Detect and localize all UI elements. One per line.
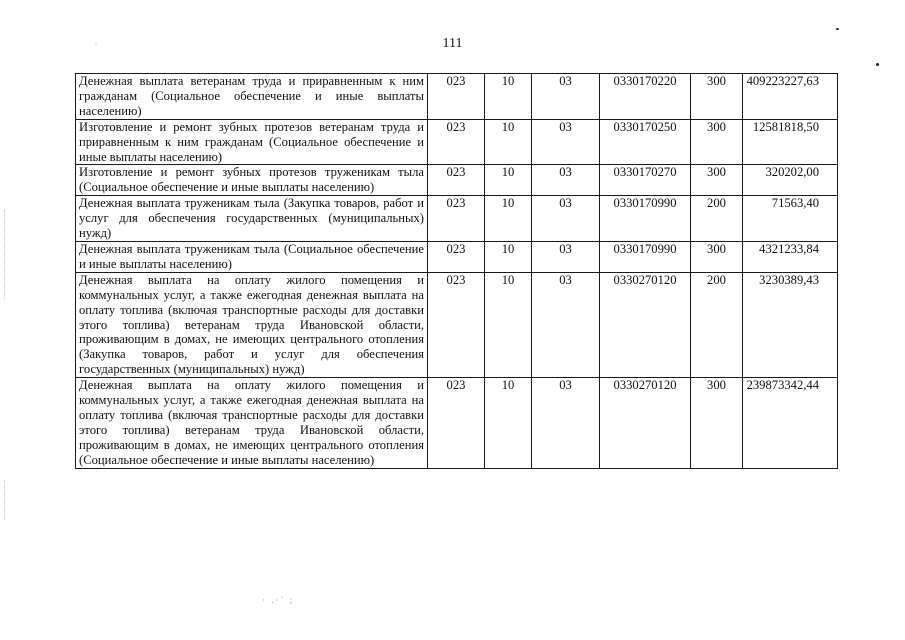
- ministry-code: 023: [428, 272, 485, 377]
- amount-value: 12581818,50: [743, 119, 838, 165]
- row-description: Денежная выплата ветеранам труда и приравненным к ним гражданам (Социальное обеспечение и иные выплаты населению): [76, 74, 428, 120]
- target-article-code: 0330270120: [600, 272, 691, 377]
- ministry-code: 023: [428, 119, 485, 165]
- expense-type-code: 300: [691, 74, 743, 120]
- amount-value: 71563,40: [743, 196, 838, 242]
- amount-value: 239873342,44: [743, 378, 838, 468]
- row-description: Изготовление и ремонт зубных протезов ветеранам труда и приравненным к ним гражданам (Социальное обеспечение и иные выплаты населению): [76, 119, 428, 165]
- target-article-code: 0330170220: [600, 74, 691, 120]
- section-code: 10: [485, 272, 532, 377]
- row-description: Изготовление и ремонт зубных протезов труженикам тыла (Социальное обеспечение и иные выплаты населению): [76, 165, 428, 196]
- table-row: [76, 196, 838, 242]
- budget-table-body: [76, 74, 838, 469]
- scan-speck: [876, 63, 879, 66]
- row-description: Денежная выплата на оплату жилого помещения и коммунальных услуг, а также ежегодная денежная выплата на оплату топлива (включая транспортные расходы для доставки этого топлива) ветеранам труда Ивановской области, проживающим в домах, не имеющих центрального отопления (Закупка товаров, работ и услуг для обеспечения государственных (муниципальных) нужд): [76, 272, 428, 377]
- row-description: Денежная выплата труженикам тыла (Закупка товаров, работ и услуг для обеспечения государственных (муниципальных) нужд): [76, 196, 428, 242]
- scan-speck: [836, 28, 839, 30]
- subsection-code: 03: [532, 241, 600, 272]
- row-description: Денежная выплата на оплату жилого помещения и коммунальных услуг, а также ежегодная денежная выплата на оплату топлива (включая транспортные расходы для доставки этого топлива) ветеранам труда Ивановской области, проживающим в домах, не имеющих центрального отопления (Социальное обеспечение и иные выплаты населению): [76, 378, 428, 468]
- subsection-code: 03: [532, 165, 600, 196]
- expense-type-code: 200: [691, 272, 743, 377]
- table-row: [76, 165, 838, 196]
- ministry-code: 023: [428, 74, 485, 120]
- section-code: 10: [485, 241, 532, 272]
- scan-edge-marks: [4, 210, 6, 300]
- table-row: [76, 74, 838, 120]
- amount-value: 3230389,43: [743, 272, 838, 377]
- expense-type-code: 300: [691, 241, 743, 272]
- target-article-code: 0330270120: [600, 378, 691, 468]
- subsection-code: 03: [532, 272, 600, 377]
- section-code: 10: [485, 119, 532, 165]
- table-row: [76, 119, 838, 165]
- ministry-code: 023: [428, 378, 485, 468]
- subsection-code: 03: [532, 74, 600, 120]
- expense-type-code: 200: [691, 196, 743, 242]
- scan-edge-marks: [4, 480, 6, 520]
- ministry-code: 023: [428, 241, 485, 272]
- table-row: [76, 378, 838, 468]
- budget-table: [75, 73, 838, 469]
- section-code: 10: [485, 74, 532, 120]
- target-article-code: 0330170250: [600, 119, 691, 165]
- subsection-code: 03: [532, 196, 600, 242]
- ministry-code: 023: [428, 165, 485, 196]
- ministry-code: 023: [428, 196, 485, 242]
- target-article-code: 0330170270: [600, 165, 691, 196]
- scan-artifact: · .·` ;: [262, 595, 295, 605]
- target-article-code: 0330170990: [600, 196, 691, 242]
- expense-type-code: 300: [691, 119, 743, 165]
- table-row: [76, 241, 838, 272]
- subsection-code: 03: [532, 119, 600, 165]
- amount-value: 320202,00: [743, 165, 838, 196]
- page-number: 111: [442, 36, 463, 51]
- section-code: 10: [485, 196, 532, 242]
- expense-type-code: 300: [691, 378, 743, 468]
- section-code: 10: [485, 165, 532, 196]
- amount-value: 409223227,63: [743, 74, 838, 120]
- target-article-code: 0330170990: [600, 241, 691, 272]
- table-row: [76, 272, 838, 377]
- section-code: 10: [485, 378, 532, 468]
- subsection-code: 03: [532, 378, 600, 468]
- row-description: Денежная выплата труженикам тыла (Социальное обеспечение и иные выплаты населению): [76, 241, 428, 272]
- amount-value: 4321233,84: [743, 241, 838, 272]
- expense-type-code: 300: [691, 165, 743, 196]
- scan-speck: [95, 43, 97, 44]
